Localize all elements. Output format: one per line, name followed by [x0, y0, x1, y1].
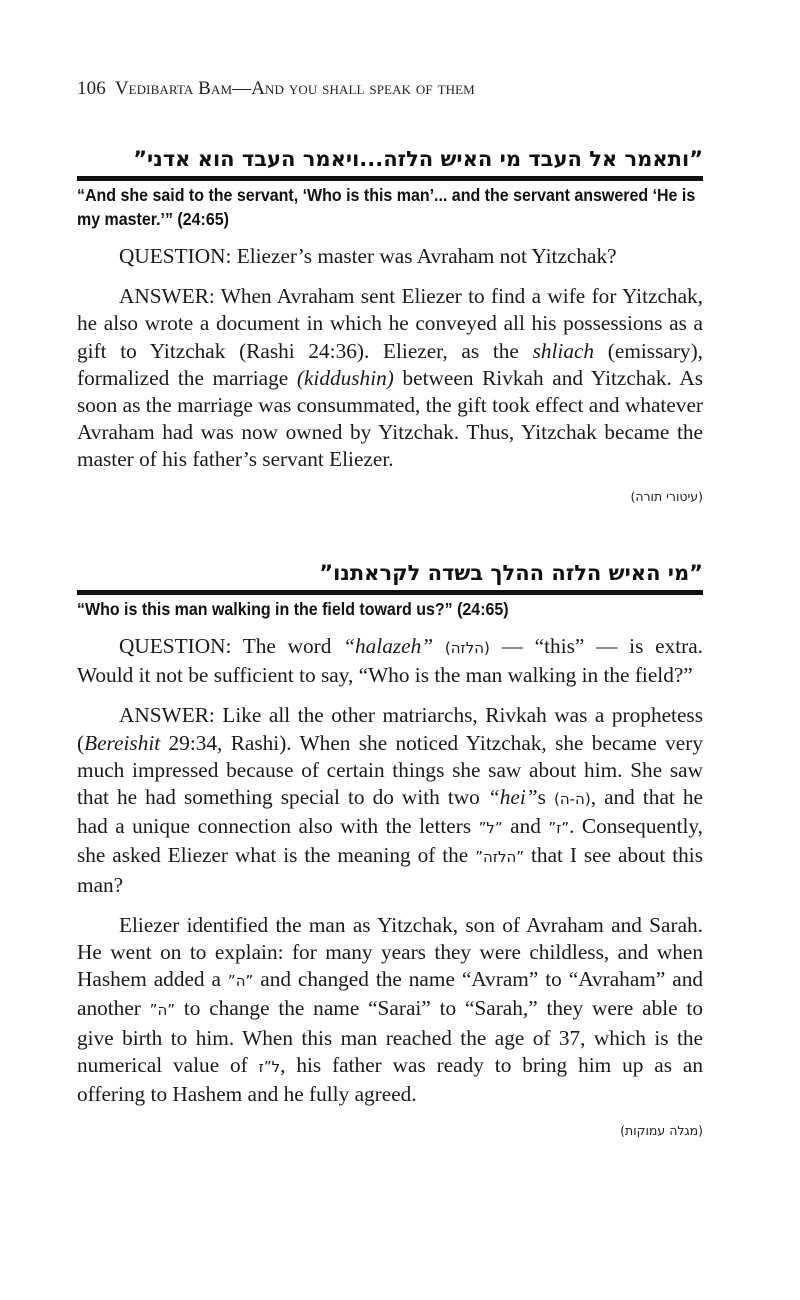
hebrew-verse-heading: ”מי האיש הלזה ההלך בשדה לקראתנו” [319, 561, 703, 585]
english-verse-heading: “Who is this man walking in the field toward us?” (24:65) [77, 599, 509, 619]
hebrew-term: ”הלזה” [475, 848, 525, 867]
heading-rule [77, 590, 703, 595]
answer-text: ANSWER: When Avraham sent Eliezer to find a wife for Yitzchak, he also wrote a document in which he conveyed all his possessions as a gift to Yitzchak (Rashi 24:36). Eliezer, as the [77, 284, 703, 363]
source-citation: (עיטורי תורה) [630, 488, 703, 504]
answer-text: (emissary), formalized the marriage [77, 338, 703, 390]
question-text: QUESTION: The word [119, 634, 344, 658]
heading-rule [77, 176, 703, 181]
hebrew-term: ”ה” [149, 1001, 176, 1020]
answer-text: s [537, 785, 554, 810]
explanation-text: and changed the name “Avram” to “Avraham” and another [77, 967, 703, 1021]
running-head [77, 78, 475, 100]
hebrew-term: (ה-ה) [553, 790, 591, 809]
italic-term: shliach [532, 338, 595, 363]
section-1 [77, 146, 703, 504]
explanation-text: Eliezer identified the man as Yitzchak, son of Avraham and Sarah. He went on to explain: for many years they were childless, and when Hashem added a [77, 912, 703, 992]
answer-text: , and that he had a unique connection also with the letters [77, 785, 703, 839]
source-citation: (מגלה עמוקות) [620, 1123, 703, 1139]
answer-text: ANSWER: Like all the other matriarchs, Rivkah was a prophetess ( [77, 703, 703, 755]
explanation-text: , his father was ready to bring him up as an offering to Hashem and he fully agreed. [77, 1052, 703, 1107]
answer-paragraph [77, 283, 703, 473]
italic-term: “hei” [487, 785, 538, 810]
answer-text: . Consequently, she asked Eliezer what is the meaning of the [77, 814, 703, 868]
answer-text: 29:34, Rashi). When she noticed Yitzchak, she became very much impressed because of certain things she saw about him. She saw that he had something special to do with two [77, 730, 703, 810]
section-2 [77, 560, 703, 1138]
english-verse-heading: “And she said to the servant, ‘Who is this man’... and the servant answered ‘He is my master.’” (24:65) [77, 185, 696, 229]
running-head-title: Vedibarta Bam—And you shall speak of them [114, 78, 475, 99]
italic-term: Bereishit [84, 730, 161, 755]
italic-term: (kiddushin) [296, 365, 394, 390]
answer-text: and [502, 814, 549, 839]
answer-text: that I see about this man? [77, 843, 703, 897]
explanation-paragraph [77, 912, 703, 1108]
hebrew-term: ”ל” [478, 819, 503, 838]
answer-text: between Rivkah and Yitzchak. As soon as the marriage was consummated, the gift took effect and whatever Avraham had was now owned by Yitzchak. Thus, Yitzchak became the master of his father’s servant Eliezer. [77, 365, 704, 472]
answer-paragraph [77, 702, 703, 898]
italic-term: “halazeh” [343, 634, 434, 658]
question-paragraph [77, 243, 703, 270]
page-number: 106 [77, 78, 106, 99]
hebrew-verse-heading: ”ותאמר אל העבד מי האיש הלזה...ויאמר העבד הוא אדני” [133, 147, 703, 171]
hebrew-term: (הלזה) [444, 639, 490, 657]
question-text: QUESTION: Eliezer’s master was Avraham not Yitzchak? [119, 244, 617, 268]
explanation-text: to change the name “Sarai” to “Sarah,” they were able to give birth to him. When this man reached the age of 37, which is the numerical value of [77, 996, 703, 1077]
question-paragraph [77, 633, 703, 689]
hebrew-term: ”ה” [227, 972, 254, 991]
hebrew-term: ל”ז [258, 1057, 281, 1076]
hebrew-term: ”ז” [548, 819, 570, 838]
question-text: — “this” — is extra. Would it not be sufficient to say, “Who is the man walking in the field?” [77, 634, 703, 688]
